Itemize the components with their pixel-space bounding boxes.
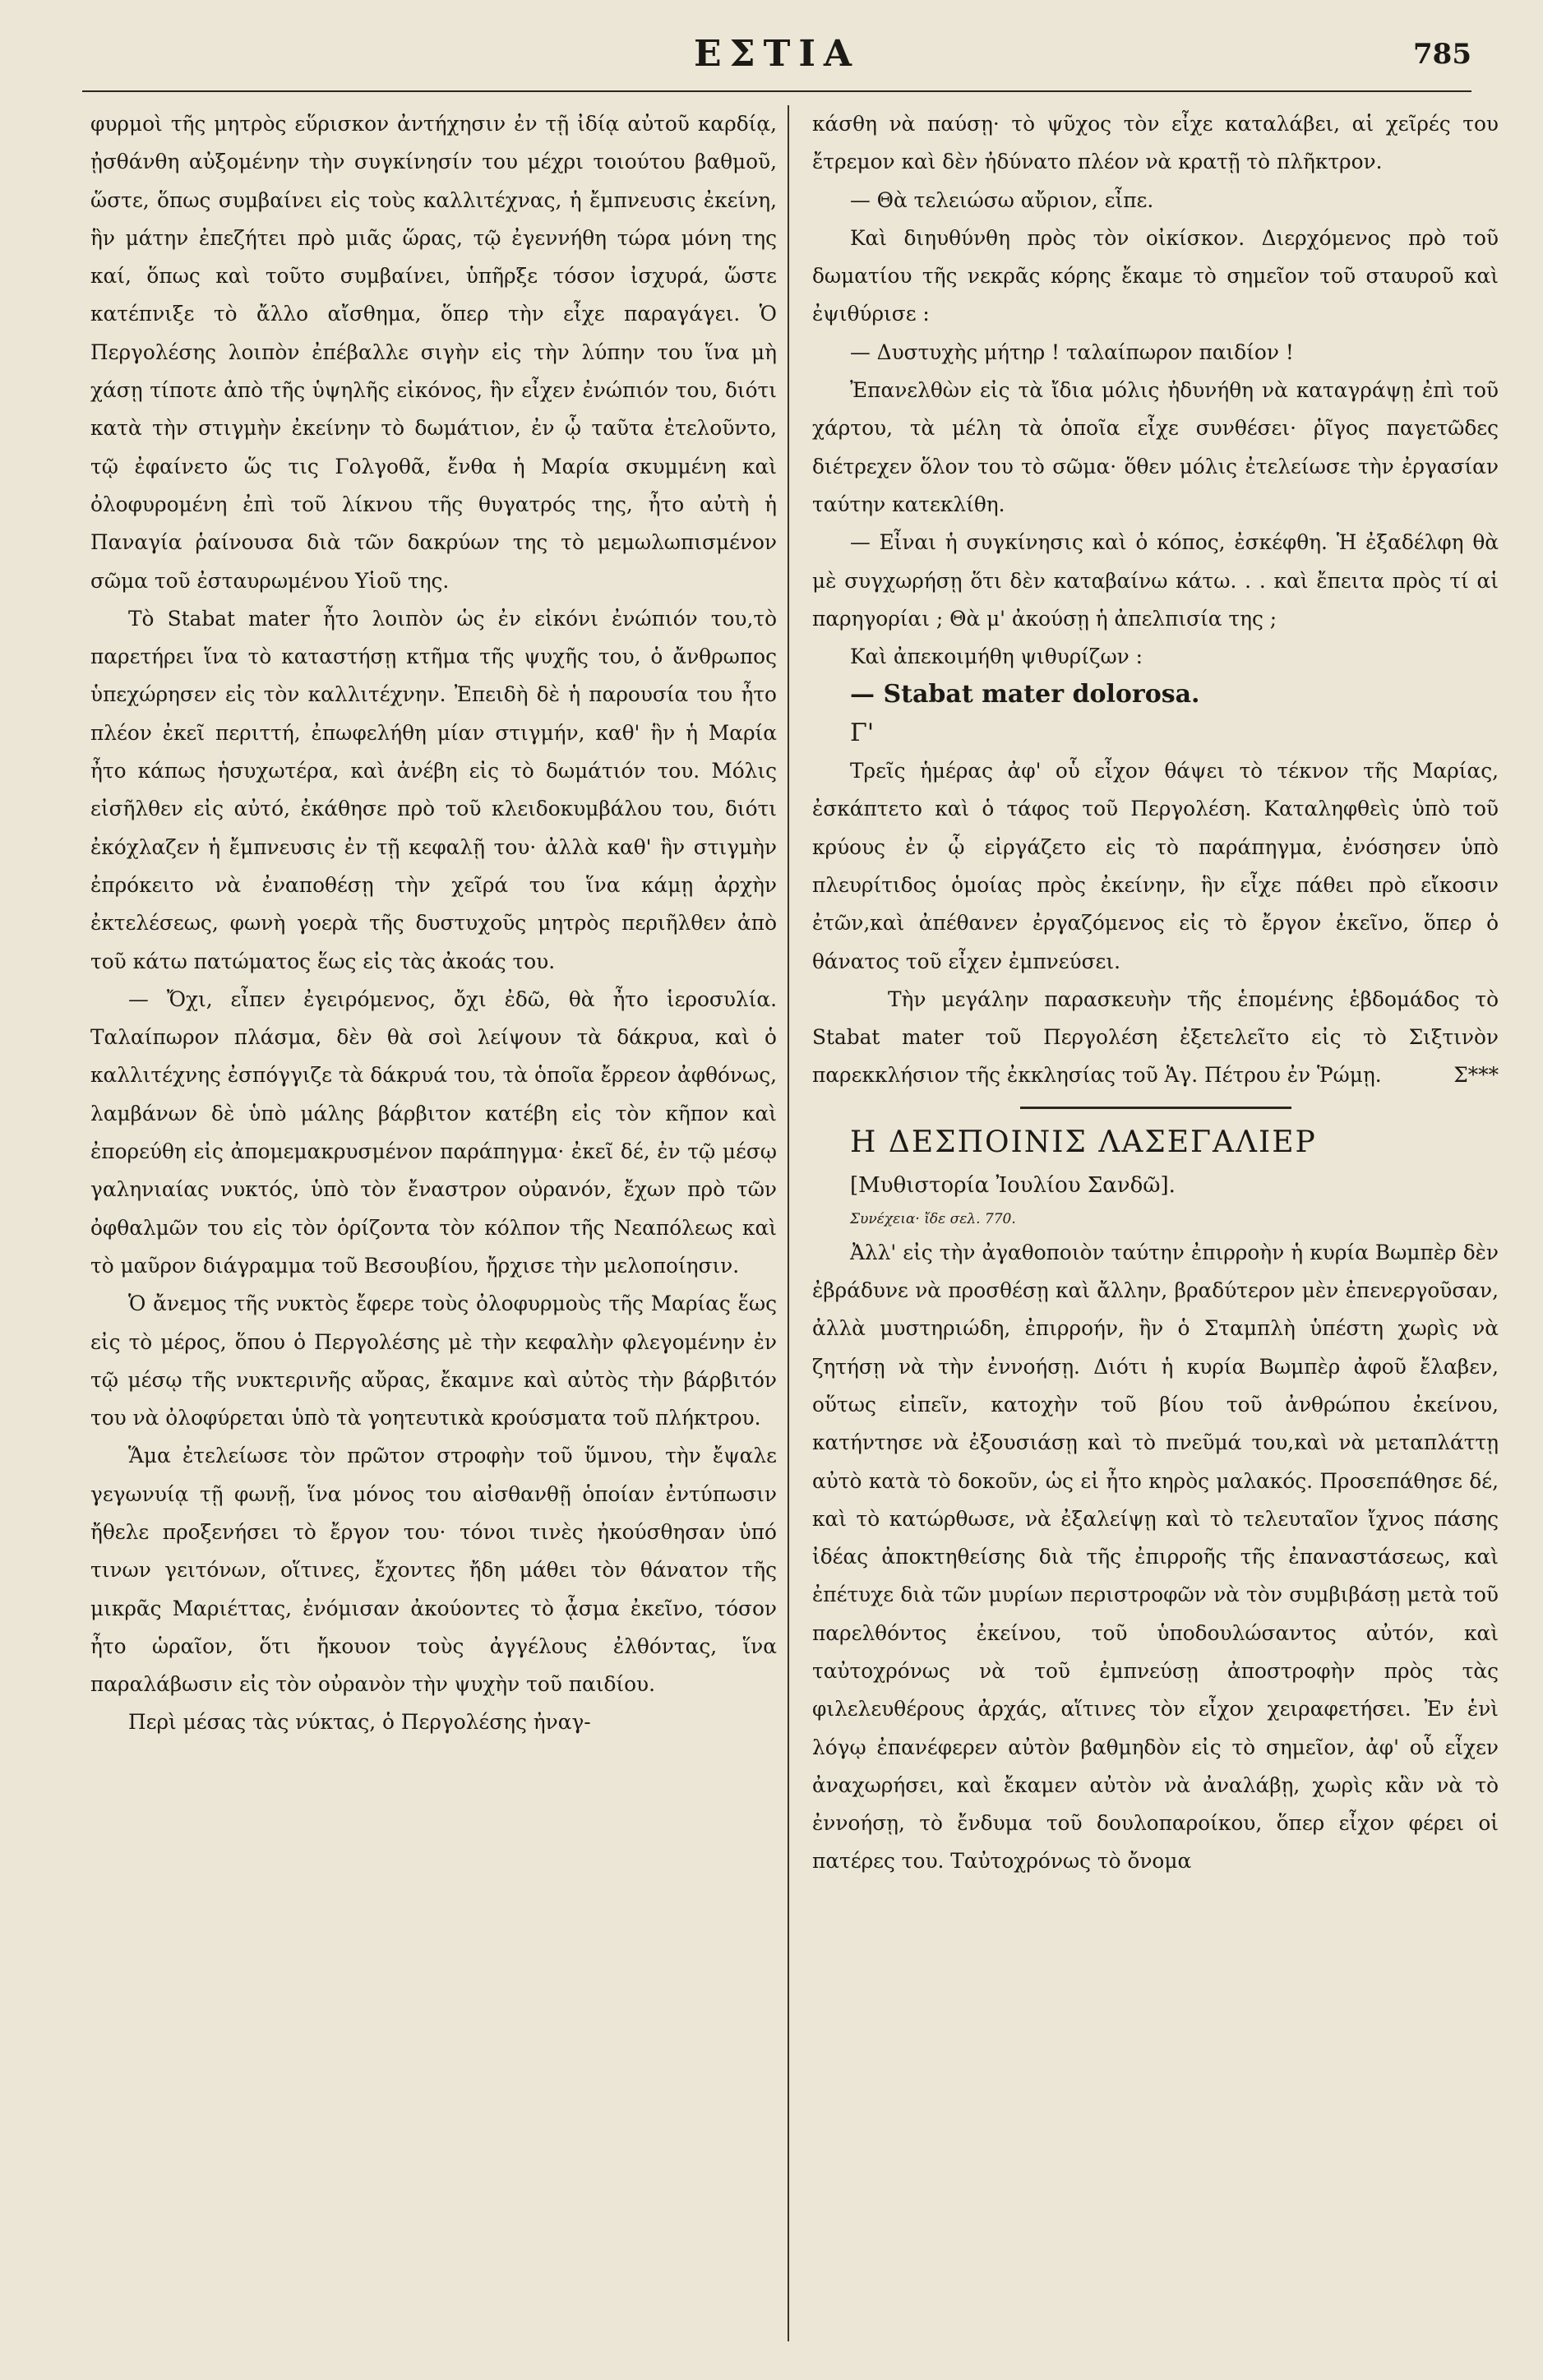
- section-number: Γ': [850, 718, 875, 747]
- left-column: [90, 105, 777, 1742]
- paragraph: Ἀλλ' εἰς τὴν ἀγαθοποιὸν ταύτην ἐπιρροὴν ἡ κυρία Βωμπὲρ δὲν ἐβράδυνε νὰ προσθέσῃ καὶ ἄλλην, βραδύτερον μὲν ἐπενεργοῦσαν, ἀλλὰ μυστηριώδη, ἐπιρροήν, ἣν ὁ Σταμπλὴ ὑπέστη χωρὶς νὰ ζητήσῃ νὰ τὴν ἐννοήσῃ. Διότι ἡ κυρία Βωμπὲρ ἀφοῦ ἔλαβεν, οὕτως εἰπεῖν, κατοχὴν τοῦ βίου τοῦ ἀνθρώπου ἐκείνου, κατήντησε νὰ ἐξουσιάσῃ καὶ τὸ πνεῦμά του,καὶ νὰ μεταπλάττῃ αὐτὸ κατὰ τὸ δοκοῦν, ὡς εἰ ἦτο κηρὸς μαλακός. Προσεπάθησε δέ, καὶ τὸ κατώρθωσε, νὰ ἐξαλείψῃ καὶ τὸ τελευταῖον ἴχνος πάσης ἰδέας ἀποκτηθείσης διὰ τῆς ἐπιρροῆς τῆς ἐπαναστάσεως, καὶ ἐπέτυχε διὰ τῶν μυρίων περιστροφῶν νὰ τὸν συμβιβάσῃ μετὰ τοῦ παρελθόντος ἐκείνου, τοῦ ὑποδουλώσαντος αὐτόν, καὶ ταὐτοχρόνως νὰ τοῦ ἐμπνεύσῃ ἀποστροφὴν πρὸς τὰς φιλελευθέρους ἀρχάς, αἵτινες τὸν εἶχον χειραφετήσει. Ἐν ἑνὶ λόγῳ ἐπανέφερεν αὐτὸν βαθμηδὸν εἰς τὸ σημεῖον, ἀφ' οὗ εἶχεν ἀναχωρήσει, καὶ ἔκαμεν αὐτὸν νὰ ἀναλάβῃ, χωρὶς κἂν νὰ τὸ ἐννοήσῃ, τὸ ἔνδυμα τοῦ δουλοπαροίκου, ὅπερ εἶχον φέρει οἱ πατέρες του. Ταὐτοχρόνως τὸ ὄνομα: [812, 1240, 1499, 1874]
- journal-title: ΕΣΤΙΑ: [693, 33, 861, 75]
- page-number: 785: [1413, 38, 1471, 71]
- paragraph: Ἅμα ἐτελείωσε τὸν πρῶτον στροφὴν τοῦ ὕμνου, τὴν ἔψαλε γεγωνυίᾳ τῇ φωνῇ, ἵνα μόνος του αἰσθανθῇ ὁποίαν ἐντύπωσιν ἤθελε προξενήσει τὸ ἔργον του· τόνοι τινὲς ἠκούσθησαν ὑπό τινων γειτόνων, οἵτινες, ἔχοντες ἤδη μάθει τὸν θάνατον τῆς μικρᾶς Μαριέττας, ἐνόμισαν ἀκούοντες τὸ ᾆσμα ἐκεῖνο, τόσον ἦτο ὡραῖον, ὅτι ἤκουον τοὺς ἀγγέλους ἐλθόντας, ἵνα παραλάβωσιν εἰς τὸν οὐρανὸν τὴν ψυχὴν τοῦ παιδίου.: [90, 1444, 777, 1697]
- paragraph: Τὸ Stabat mater ἦτο λοιπὸν ὡς ἐν εἰκόνι ἐνώπιόν του,τὸ παρετήρει ἵνα τὸ καταστήσῃ κτῆμα τῆς ψυχῆς του, ὁ ἄνθρωπος ὑπεχώρησεν εἰς τὸν καλλιτέχνην. Ἐπειδὴ δὲ ἡ παρουσία του ἦτο πλέον ἐκεῖ περιττή, ἐπωφελήθη μίαν στιγμήν, καθ' ἣν ἡ Μαρία ἦτο κάπως ἡσυχωτέρα, καὶ ἀνέβη εἰς τὸ δωμάτιόν του. Μόλις εἰσῆλθεν εἰς αὐτό, ἐκάθησε πρὸ τοῦ κλειδοκυμβάλου του, διότι ἐκόχλαζεν ἡ ἔμπνευσις ἐν τῇ κεφαλῇ του· ἀλλὰ καθ' ἣν στιγμὴν ἐπρόκειτο νὰ ἐναποθέσῃ τὴν χεῖρά του ἵνα κάμῃ ἀρχὴν ἐκτελέσεως, φωνὴ γοερὰ τῆς δυστυχοῦς μητρὸς περιῆλθεν ἀπὸ τοῦ κάτω πατώματος ἕως εἰς τὰς ἀκοάς του.: [90, 606, 777, 973]
- paragraph: κάσθη νὰ παύσῃ· τὸ ψῦχος τὸν εἶχε καταλάβει, αἱ χεῖρές του ἔτρεμον καὶ δὲν ἠδύνατο πλέον νὰ κρατῇ τὸ πλῆκτρον.: [812, 112, 1499, 174]
- paragraph: Περὶ μέσας τὰς νύκτας, ὁ Περγολέσης ἠναγ-: [128, 1710, 591, 1735]
- paragraph: Ἐπανελθὼν εἰς τὰ ἴδια μόλις ἠδυνήθη νὰ καταγράψῃ ἐπὶ τοῦ χάρτου, τὰ μέλη τὰ ὁποῖα εἶχε συνθέσει· ῥῖγος παγετῶδες διέτρεχεν ὅλον του τὸ σῶμα· ὅθεν μόλις ἐτελείωσε τὴν ἐργασίαν ταύτην κατεκλίθη.: [812, 378, 1499, 516]
- signature-paragraph: [812, 981, 1499, 1095]
- section-rule: [1020, 1107, 1291, 1109]
- column-divider: [788, 105, 789, 2341]
- paragraph: Καὶ διηυθύνθη πρὸς τὸν οἰκίσκον. Διερχόμενος πρὸ τοῦ δωματίου τῆς νεκρᾶς κόρης ἔκαμε τὸ σημεῖον τοῦ σταυροῦ καὶ ἐψιθύρισε :: [812, 225, 1499, 326]
- paragraph: Ὁ ἄνεμος τῆς νυκτὸς ἔφερε τοὺς ὀλοφυρμοὺς τῆς Μαρίας ἕως εἰς τὸ μέρος, ὅπου ὁ Περγολέσης μὲ τὴν κεφαλὴν φλεγομένην ἐν τῷ μέσῳ τῆς νυκτερινῆς αὔρας, ἔκαμνε καὶ αὐτὸς τὴν βάρβιτόν του νὰ ὀλοφύρεται ὑπὸ τὰ γοητευτικὰ κρούσματα τοῦ πλήκτρου.: [90, 1292, 777, 1430]
- paragraph: φυρμοὶ τῆς μητρὸς εὕρισκον ἀντήχησιν ἐν τῇ ἰδίᾳ αὐτοῦ καρδίᾳ, ᾐσθάνθη αὐξομένην τὴν συγκίνησίν του μέχρι τοιούτου βαθμοῦ, ὥστε, ὅπως συμβαίνει εἰς τοὺς καλλιτέχνας, ἡ ἔμπνευσις ἐκείνη, ἣν μάτην ἐπεζήτει πρὸ μιᾶς ὥρας, τῷ ἐγεννήθη τώρα μόνη της καί, ὅπως καὶ τοῦτο συμβαίνει, ὑπῆρξε τόσον ἰσχυρά, ὥστε κατέπνιξε τὸ ἄλλο αἴσθημα, ὅπερ τὴν εἶχε παραγάγει. Ὁ Περγολέσης λοιπὸν ἐπέβαλλε σιγὴν εἰς τὴν λύπην του ἵνα μὴ χάσῃ τίποτε ἀπὸ τῆς ὑψηλῆς εἰκόνος, ἣν εἶχεν ἐνώπιόν του, διότι κατὰ τὴν στιγμὴν ἐκείνην τὸ δωμάτιον, ἐν ᾧ ταῦτα ἐτελοῦντο, τῷ ἐφαίνετο ὥς τις Γολγοθᾶ, ἔνθα ἡ Μαρία σκυμμένη καὶ ὀλοφυρομένη ἐπὶ τοῦ λίκνου τῆς θυγατρός της, ἦτο αὐτὴ ἡ Παναγία ῥαίνουσα διὰ τῶν δακρύων της τὸ μεμωλωπισμένον σῶμα τοῦ ἐσταυρωμένου Υἱοῦ της.: [90, 112, 777, 593]
- paragraph: — Θὰ τελειώσω αὔριον, εἶπε.: [850, 187, 1154, 212]
- paragraph: — Δυστυχὴς μήτηρ ! ταλαίπωρον παιδίον !: [850, 340, 1294, 364]
- paragraph: Καὶ ἀπεκοιμήθη ψιθυρίζων :: [850, 645, 1143, 669]
- story-subtitle: [Μυθιστορία Ἰουλίου Σανδῶ].: [850, 1172, 1176, 1198]
- header-rule: [82, 90, 1471, 92]
- stabat-line: — Stabat mater dolorosa.: [850, 680, 1200, 709]
- paragraph: Τρεῖς ἡμέρας ἀφ' οὗ εἶχον θάψει τὸ τέκνον τῆς Μαρίας, ἐσκάπτετο καὶ ὁ τάφος τοῦ Περγολέση. Καταληφθεὶς ὑπὸ τοῦ κρύους ἐν ᾧ εἰργάζετο εἰς τὸ παράπηγμα, ἐνόσησεν ὑπὸ πλευρίτιδος ὁμοίας πρὸς ἐκείνην, ἣν εἶχε πάθει πρὸ εἴκοσιν ἐτῶν,καὶ ἀπέθανεν ἐργαζόμενος εἰς τὸ ἔργον ἐκεῖνο, ὅπερ ὁ θάνατος τοῦ εἶχεν ἐμπνεύσει.: [812, 759, 1499, 973]
- continued-note: Συνέχεια· ἴδε σελ. 770.: [850, 1210, 1016, 1227]
- paragraph: — Ὄχι, εἶπεν ἐγειρόμενος, ὄχι ἐδῶ, θὰ ἦτο ἱεροσυλία. Ταλαίπωρον πλάσμα, δὲν θὰ σοὶ λείψουν τὰ δάκρυα, καὶ ὁ καλλιτέχνης ἐσπόγγιζε τὰ δάκρυά του, τὰ ὁποῖα ἔρρεον ἀφθόνως, λαμβάνων δὲ ὑπὸ μάλης βάρβιτον κατέβη εἰς τὸν κῆπον καὶ ἐπορεύθη εἰς ἀπομεμακρυσμένον παράπηγμα· ἐκεῖ δέ, ἐν τῷ μέσῳ γαληνιαίας νυκτός, ὑπὸ τὸν ἔναστρον οὐρανόν, ἔχων πρὸ τῶν ὀφθαλμῶν του εἰς τὸν ὁρίζοντα τὸν κόλπον τῆς Νεαπόλεως καὶ τὸ μαῦρον διάγραμμα τοῦ Βεσουβίου, ἤρχισε τὴν μελοποίησιν.: [90, 987, 777, 1278]
- author-signature: Σ***: [1453, 1063, 1499, 1088]
- story-title: Η ΔΕΣΠΟΙΝΙΣ ΛΑΣΕΓΑΛΙΕΡ: [850, 1125, 1317, 1159]
- paragraph-text: Τὴν μεγάλην παρασκευὴν τῆς ἑπομένης ἑβδομάδος τὸ Stabat mater τοῦ Περγολέση ἐξετελεῖτο εἰς τὸ Σιξτινὸν παρεκκλήσιον τῆς ἐκκλησίας τοῦ Ἁγ. Πέτρου ἐν Ῥώμῃ.: [812, 987, 1499, 1088]
- paragraph: — Εἶναι ἡ συγκίνησις καὶ ὁ κόπος, ἐσκέφθη. Ἡ ἐξαδέλφη θὰ μὲ συγχωρήσῃ ὅτι δὲν καταβαίνω κάτω. . . καὶ ἔπειτα πρὸς τί αἱ παρηγορίαι ; Θὰ μ' ἀκούσῃ ἡ ἀπελπισία της ;: [812, 530, 1499, 631]
- right-column: [812, 105, 1499, 1881]
- running-header: [82, 33, 1471, 82]
